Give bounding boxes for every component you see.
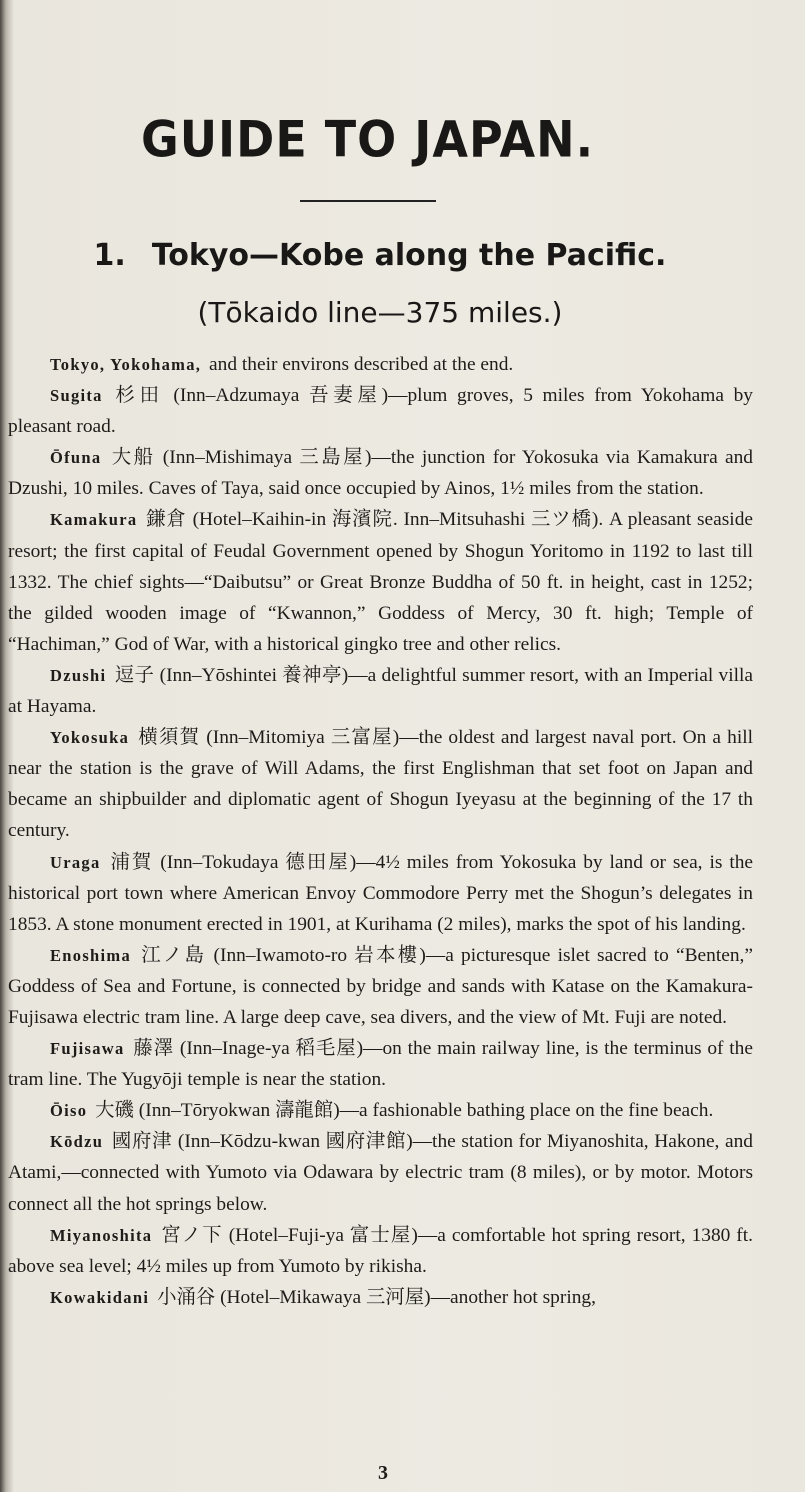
entry-text: 小涌谷 (Hotel–Mikawaya 三河屋)—another hot spring, bbox=[157, 1286, 596, 1308]
entry-text: 鎌倉 (Hotel–Kaihin-in 海濱院. Inn–Mitsuhashi 三ツ橋). A pleasant seaside resort; the first capital of Feudal Government opened by Shogun Yoritomo in 1192 to last till 1332. The chief sights—“Daibutsu” or Great Bronze Buddha of 50 ft. in height, cast in 1252; the gilded wooden image of “Kwannon,” Goddess of Mercy, 30 ft. high; Temple of “Hachiman,” God of War, with a historical gingko tree and other relics. bbox=[8, 509, 753, 655]
page-number: 3 bbox=[378, 1462, 388, 1484]
guide-text bbox=[8, 349, 753, 1313]
entry-paragraph bbox=[8, 1126, 753, 1219]
entry-paragraph bbox=[8, 660, 753, 722]
place-name: Kowakidani bbox=[50, 1287, 150, 1307]
entry-paragraph bbox=[8, 1033, 753, 1095]
entry-text: 大船 (Inn–Mishimaya 三島屋)—the junction for Yokosuka via Kamakura and Dzushi, 10 miles. Caves of Taya, said once occupied by Ainos, 1½ miles from the station. bbox=[8, 447, 753, 500]
entry-paragraph bbox=[8, 380, 753, 442]
section-heading bbox=[0, 238, 760, 273]
entry-text: 逗子 (Inn–Yōshintei 養神亭)—a delightful summer resort, with an Imperial villa at Hayama. bbox=[8, 664, 753, 718]
entry-text: 藤澤 (Inn–Inage-ya 稻毛屋)—on the main railway line, is the terminus of the tram line. The Yugyōji temple is near the station. bbox=[8, 1038, 753, 1091]
place-name: Tokyo, Yokohama, bbox=[50, 355, 202, 374]
section-title: Tokyo—Kobe along the Pacific. bbox=[151, 238, 667, 273]
place-name: Kamakura bbox=[50, 510, 138, 530]
section-number: 1. bbox=[93, 238, 126, 273]
place-name: Dzushi bbox=[50, 665, 107, 685]
entry-paragraph bbox=[8, 722, 753, 846]
entry-text: 浦賀 (Inn–Tokudaya 德田屋)—4½ miles from Yokosuka by land or sea, is the historical port town where American Envoy Commodore Perry met the Shogun’s delegates in 1853. A stone monument erected in 1901, at Kurihama (2 miles), marks the spot of his landing. bbox=[8, 851, 754, 935]
place-name: Enoshima bbox=[50, 945, 132, 965]
entry-paragraph bbox=[8, 349, 753, 380]
entry-paragraph bbox=[8, 940, 753, 1033]
entry-paragraph bbox=[8, 847, 753, 940]
place-name: Kōdzu bbox=[50, 1132, 104, 1152]
place-name: Sugita bbox=[50, 386, 103, 406]
entry-text: 國府津 (Inn–Kōdzu-kwan 國府津館)—the station for Miyanoshita, Hakone, and Atami,—connected with Yumoto via Odawara by electric tram (8 miles), or by motor. Motors connect all the hot springs below. bbox=[8, 1131, 753, 1215]
title-rule bbox=[300, 200, 436, 202]
entry-text: 杉田 (Inn–Adzumaya 吾妻屋)—plum groves, 5 miles from Yokohama by pleasant road. bbox=[8, 385, 753, 438]
place-name: Ōiso bbox=[50, 1101, 88, 1121]
entry-paragraph bbox=[8, 442, 753, 504]
entry-paragraph bbox=[8, 504, 753, 659]
section-subtitle: (Tōkaido line—375 miles.) bbox=[197, 296, 563, 329]
entry-paragraph bbox=[8, 1095, 753, 1126]
place-name: Miyanoshita bbox=[50, 1225, 153, 1245]
entry-text: 大磯 (Inn–Tōryokwan 濤龍館)—a fashionable bathing place on the fine beach. bbox=[95, 1100, 714, 1122]
entry-paragraph bbox=[8, 1282, 753, 1313]
entry-text: and their environs described at the end. bbox=[209, 354, 514, 375]
entry-text: 横須賀 (Inn–Mitomiya 三富屋)—the oldest and largest naval port. On a hill near the station is the grave of Will Adams, the first Englishman that set foot on Japan and became an shipbuilder and diplomatic agent of Shogun Iyeyasu at the beginning of the 17 th century. bbox=[8, 727, 753, 842]
place-name: Uraga bbox=[50, 852, 101, 872]
place-name: Ōfuna bbox=[50, 448, 102, 468]
place-name: Fujisawa bbox=[50, 1039, 125, 1059]
page-title: GUIDE TO JAPAN. bbox=[140, 109, 595, 169]
entry-paragraph bbox=[8, 1220, 753, 1282]
entry-text: 宮ノ下 (Hotel–Fuji-ya 富士屋)—a comfortable hot spring resort, 1380 ft. above sea level; 4½ miles up from Yumoto by rikisha. bbox=[8, 1224, 753, 1277]
entry-text: 江ノ島 (Inn–Iwamoto-ro 岩本樓)—a picturesque islet sacred to “Benten,” Goddess of Sea and Fortune, is connected by bridge and sands with Katase on the Kamakura-Fujisawa electric tram line. A large deep cave, sea divers, and the view of Mt. Fuji are noted. bbox=[8, 944, 753, 1028]
place-name: Yokosuka bbox=[50, 728, 130, 748]
